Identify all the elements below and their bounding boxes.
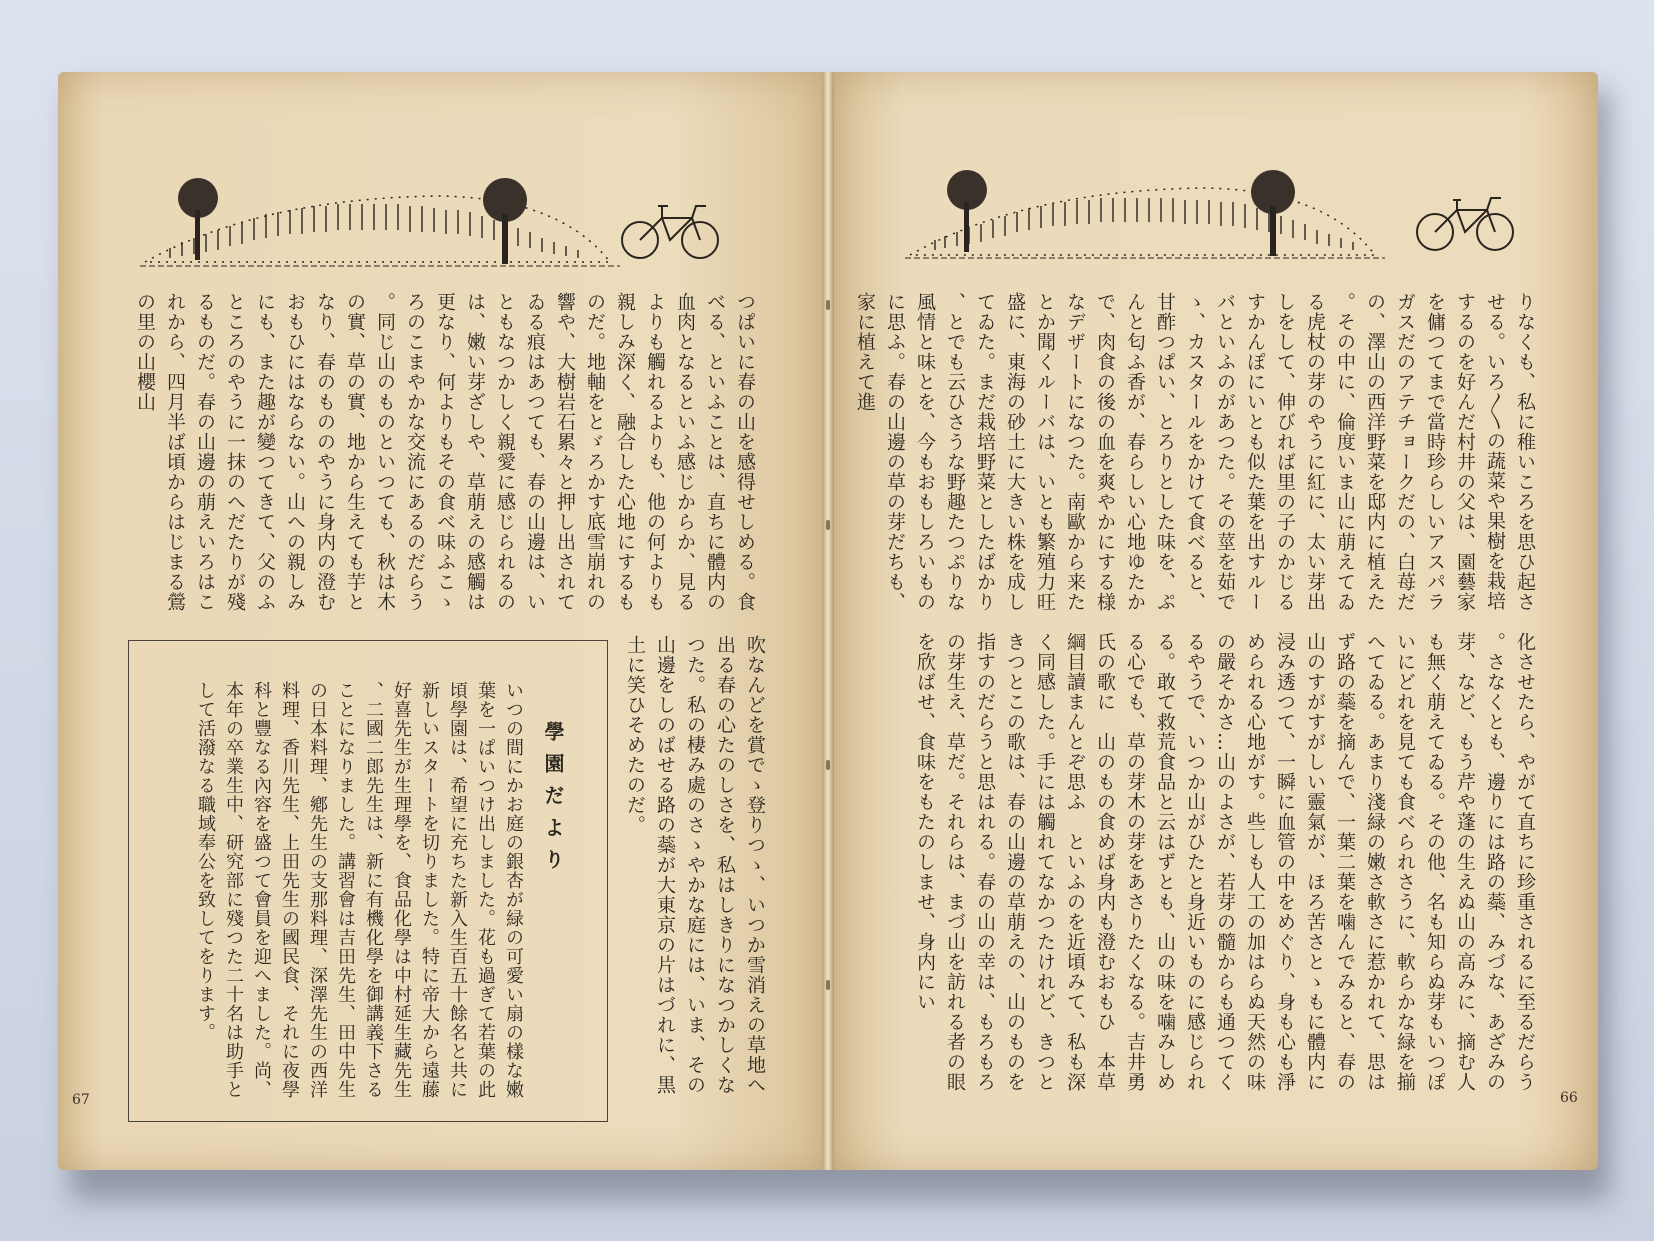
left-page-upper-text: つぱいに春の山を感得せしめる。食 べる、といふことは、直ちに體内の 血肉となるといふ感じからか、見る よりも觸れるよりも、他の何よりも 親しみ深く、融合した心地にするも のだ。地軸をとゞろかす底雪崩れの 響や、大樹岩石累々と押し出されて ゐる痕はあつても、春の山邊は、い ともなつかしく親愛に感じられるの は、嫩い芽ざしや、草萠えの感觸は 更なり、何よりもその食べ味ふこゝ ろのこまやかな交流にあるのだらう 。同じ山のものといつても、秋は木 の實、草の實、地から生えても芋と なり、春のもののやうに身内の澄む おもひにはならない。山への親しみ にも、また趣が變つてきて、父のふ ところのやうに一抹のへだたりが殘 るものだ。春の山邊の萠えいろはこ れから、四月半ば頃からはじまる鶯 の里の山櫻山 xyxy=(134,292,756,612)
binding-stitch xyxy=(826,980,830,990)
school-news-text: いつの間にかお庭の銀杏が緑の可愛い扇の樣な嫩 葉を一ぱいつけ出しました。花も過ぎて若葉の此 頃學園は、希望に充ちた新入生百五十餘名と共に 新しいスタートを切りました。特に帝大から遠藤 好喜先生が生理學を、食品化學は中村延生藏先生 、二國二郎先生は、新に有機化學を御講義下さる ことになりました。講習會は吉田先生、田中先生 の日本料理、鄕先生の支那料理、深澤先生の西洋 料理、香川先生、上田先生の國民食、それに夜學 科と豐なる內容を盛つて會員を迎へました。尚、 本年の卒業生中、研究部に殘つた二十名は助手と して活潑なる職域奉公を致してをります。 xyxy=(195,681,524,1099)
page-number-right: 66 xyxy=(1560,1090,1578,1106)
binding-stitch xyxy=(826,300,830,310)
right-page-lower-text: 化させたら、やがて直ちに珍重されるに至るだらう 。さなくとも、邊りには路の蘂、みづな、あざみの 芽、など、もう芹や蓬の生えぬ山の高みに、摘む人 も無く萠えてゐる。その他、名も知らぬ芽もいつぽ いにどれを見ても食べられさうに、軟らかな緑を揃 へてゐる。あまり淺緑の嫩さ軟さに惹かれて、思は ず路の蘂を摘んで、一葉二葉を噛んでみると、春の 山のすがすがしい靈氣が、ほろ苦さとゝもに體内に 浸み透つて、一瞬に血管の中をめぐり、身も心も淨 められる心地がす。些しも人工の加はらぬ天然の味 の嚴そかさ…山のよさが、若芽の髓からも通つてく るやうで、いつか山がひたと身近いものに感じられ る。敢て救荒食品と云はずとも、山の味を噛みしめ る心でも、草の芽木の芽をあさりたくなる。吉井勇 氏の歌に 山のもの食めば身内も澄むおもひ 本草 綱目讀まんとぞ思ふ といふのを近頃みて、私も深 く同感した。手には觸れてなかつたけれど、きつと きつとこの歌は、春の山邊の草萠えの、山のものを 指すのだらうと思はれる。春の山の幸は、もろもろ の芽生え、草だ。それらは、まづ山を訪れる者の眼 を欣ばせ、食味をもたのしませ、身内にい xyxy=(914,632,1536,1092)
right-page-upper-text: りなくも、私に稚いころを思ひ起さ せる。いろ〳〵の蔬菜や果樹を栽培 するのを好んだ村井の父は、園藝家 を傭つてまで當時珍らしいアスパラ ガスだのアテチョークだの、白苺だ の、澤山の西洋野菜を邸内に植えた 。その中に、倫度いま山に萠えてゐ る虎杖の芽のやうに紅に、太い芽出 しをして、伸びれば里の子のかじる すかんぽにいとも似た葉を出すルー バといふのがあつた。その莖を茹で ゝ、カスタールをかけて食べると、 甘酢つぱい、とろりとした味を、ぷ んと匂ふ香が、春らしい心地ゆたか で、肉食の後の血を爽やかにする様 なデザートになつた。南歐から来た とか聞くルーバは、いとも繁殖力旺 盛に、東海の砂土に大きい株を成し てゐた。まだ栽培野菜としたばかり 、とでも云ひさうな野趣たつぷりな 風情と味とを、今もおもしろいもの に思ふ。春の山邊の草の芽だちも、 家に植えて進 xyxy=(854,292,1536,612)
binding-stitch xyxy=(826,760,830,770)
book-gutter xyxy=(822,72,834,1170)
school-news-title: 學園だより xyxy=(541,721,565,881)
binding-stitch xyxy=(826,520,830,530)
left-page-lower-text: 吹なんどを賞でゝ登りつゝ、いつか雪消えの草地へ 出る春の心たのしさを、私はしきりになつかしくな つた。私の棲み處のさゝやかな庭には、いま、その 山邊をしのばせる路の蘂が大東京の片はづれに、黒 土に笑ひそめたのだ。 xyxy=(624,635,766,1095)
hill-tree-bicycle-illustration-right xyxy=(905,160,1525,270)
hill-tree-bicycle-illustration-left xyxy=(140,170,760,280)
page-number-left: 67 xyxy=(72,1092,90,1108)
school-news-box xyxy=(128,640,608,1122)
